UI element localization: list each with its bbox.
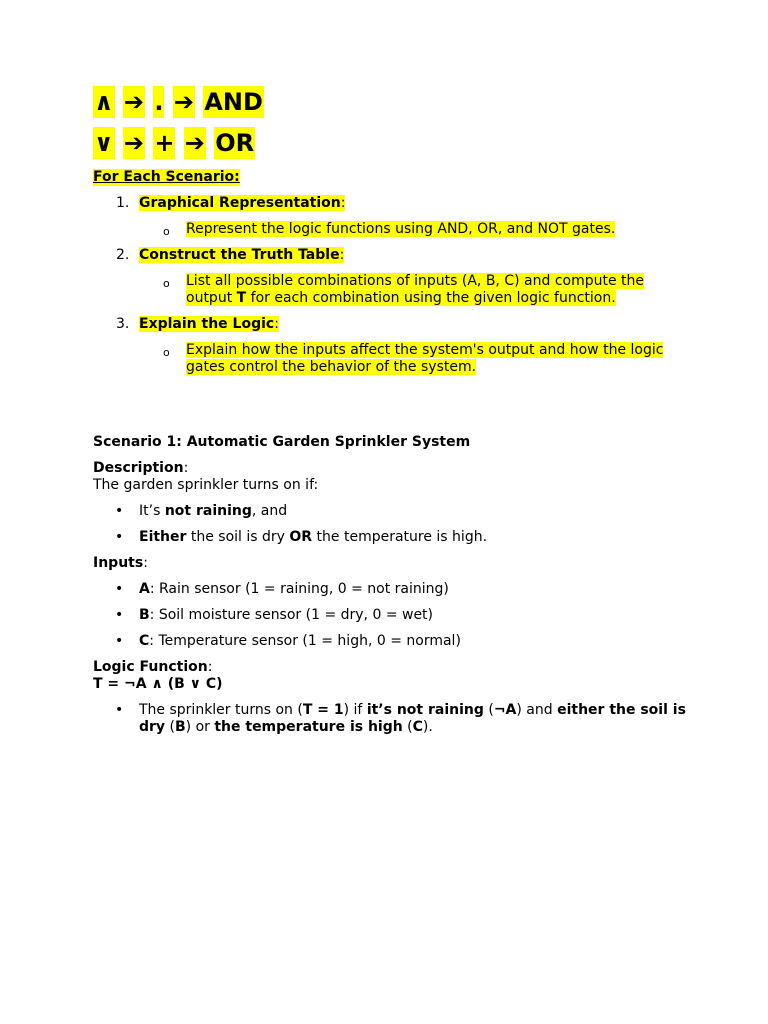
bullet-icon: • [115,633,124,649]
plus-symbol: + [154,129,175,157]
item-number: 2. [116,247,130,263]
and-legend [93,86,693,118]
item-title: Construct the Truth Table [139,247,340,263]
arrow-icon: ➔ [184,129,205,157]
instruction-item: 1. Graphical Representation: [116,195,346,211]
bullet-icon: • [115,529,124,545]
item-title: Explain the Logic [139,316,275,332]
logic-function-label: Logic Function: [93,659,213,675]
list-item: • It’s not raining, and [115,503,288,519]
sub-bullet-icon: o [163,277,170,290]
item-number: 1. [116,195,130,211]
item-title: Graphical Representation [139,195,341,211]
inputs-label: Inputs: [93,555,148,571]
list-item: • Either the soil is dry OR the temperature is high. [115,529,488,545]
description-text: The garden sprinkler turns on if: [93,477,319,493]
document-page [93,86,693,736]
arrow-icon: ➔ [123,129,144,157]
instruction-subitem: o List all possible combinations of inputs (A, B, C) and compute the output T for each combination using the given logic function. [163,273,645,306]
bullet-icon: • [115,503,124,519]
instruction-subitem: o Represent the logic functions using AND, OR, and NOT gates. [163,221,616,238]
or-symbol: ∨ [94,129,114,157]
sub-bullet-icon: o [163,346,170,359]
instruction-subitem: o Explain how the inputs affect the system's output and how the logic gates control the behavior of the system. [163,342,664,375]
logic-formula: T = ¬A ∧ (B ∨ C) [93,676,223,692]
or-word: OR [215,129,255,157]
item-number: 3. [116,316,130,332]
or-legend [93,127,693,159]
scenario-title: Scenario 1: Automatic Garden Sprinkler System [93,434,471,450]
description-label: Description: [93,460,189,476]
arrow-icon: ➔ [123,88,144,116]
list-item: • B: Soil moisture sensor (1 = dry, 0 = wet) [115,607,434,623]
sub-bullet-icon: o [163,225,170,238]
arrow-icon: ➔ [173,88,194,116]
list-item: • A: Rain sensor (1 = raining, 0 = not raining) [115,581,449,597]
bullet-icon: • [115,702,124,718]
list-item: • C: Temperature sensor (1 = high, 0 = normal) [115,633,461,649]
bullet-icon: • [115,607,124,623]
dot-symbol: . [154,88,164,116]
list-item: • The sprinkler turns on (T = 1) if it’s not raining (¬A) and either the soil is dry (B) or the temperature is high (C). [115,702,686,735]
bullet-icon: • [115,581,124,597]
instruction-item: 3. Explain the Logic: [116,316,279,332]
and-word: AND [204,88,263,116]
instruction-item: 2. Construct the Truth Table: [116,247,345,263]
and-symbol: ∧ [94,88,114,116]
for-each-scenario-heading: For Each Scenario: [93,169,240,185]
